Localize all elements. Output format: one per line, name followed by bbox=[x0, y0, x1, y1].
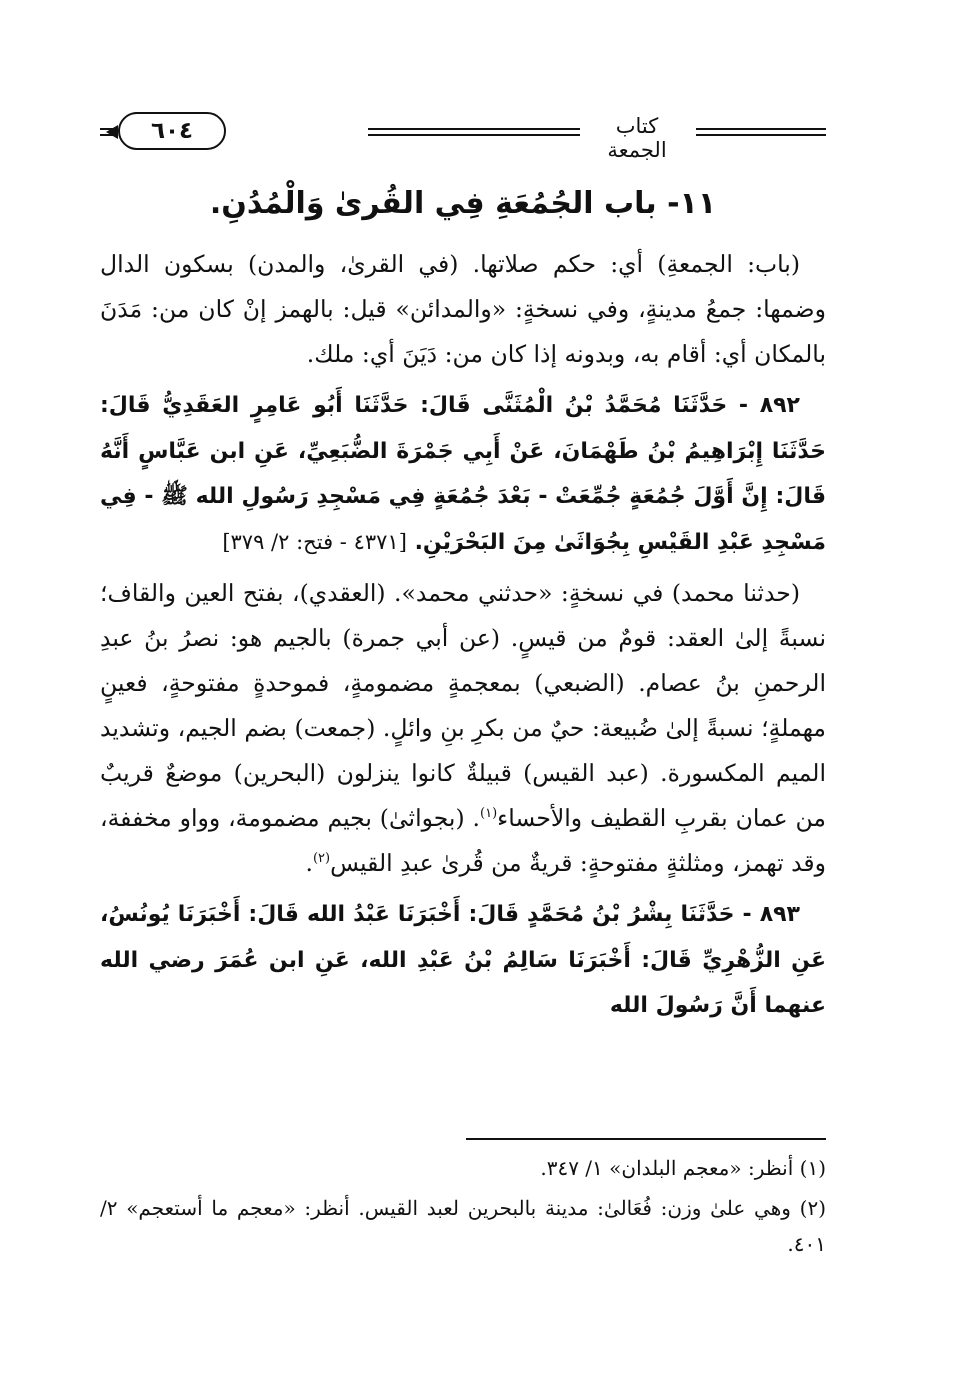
footnote: (١) أنظر: «معجم البلدان» ١/ ٣٤٧. bbox=[540, 1156, 826, 1180]
commentary-text: (حدثنا محمد) في نسخةٍ: «حدثني محمد». (العقدي)، بفتح العين والقاف؛ نسبةً إلىٰ العقد: قومٌ من قيسٍ. (عن أبي جمرة) بالجيم هو: نصرُ بنُ عبدِ الرحمنِ بنُ عصام. (الضبعي) بمعجمةٍ مضمومةٍ، فموحدةٍ مفتوحةٍ، فعينٍ مهملةٍ؛ نسبةً إلىٰ ضُبيعة: حيٌ من بكرِ بنِ وائلٍ. (جمعت) بضم الجيم، وتشديد الميم المكسورة. (عبد القيس) قبيلةٌ كانوا ينزلون (البحرين) موضعٌ قريبٌ من عمان بقربِ القطيف والأحساء bbox=[100, 579, 827, 832]
footnote: (٢) وهي علىٰ وزن: فُعَالىٰ: مدينة بالبحرين لعبد القيس. أنظر: «معجم ما أستعجم» ٢/ ٤٠١. bbox=[100, 1196, 826, 1256]
running-title: كتاب الجمعة bbox=[607, 114, 667, 162]
commentary-paragraph bbox=[100, 571, 826, 886]
header-rule-right bbox=[696, 128, 826, 136]
hadith-text: ٨٩٢ - حَدَّثَنَا مُحَمَّدُ بْنُ الْمُثَنَّى قَالَ: حَدَّثَنَا أَبُو عَامِرٍ العَقَدِيُّ قَالَ: حَدَّثَنَا إِبْرَاهِيمُ بْنُ طَهْمَانَ، عَنْ أَبِي جَمْرَةَ الضُّبَعِيِّ، عَنِ ابن عَبَّاسٍ أَنَّهُ قَالَ: إِنَّ أَوَّلَ جُمُعَةٍ جُمِّعَتْ - بَعْدَ جُمُعَةٍ فِي مَسْجِدِ رَسُولِ الله ﷺ - فِي مَسْجِدِ عَبْدِ القَيْسِ بِجُوَاثَىٰ مِنَ البَحْرَيْنِ. bbox=[100, 393, 826, 555]
footnote-marker[interactable]: (١) bbox=[480, 806, 498, 822]
hadith-paragraph bbox=[100, 892, 826, 1029]
running-header bbox=[100, 104, 826, 162]
footnote-marker[interactable]: (٢) bbox=[312, 851, 331, 867]
footnote-divider bbox=[466, 1138, 826, 1140]
page-number-badge: ٦٠٤ bbox=[118, 112, 226, 150]
chapter-title: ١١- باب الجُمُعَةِ فِي القُرىٰ وَالْمُدُنِ. bbox=[209, 186, 717, 221]
commentary-text: (باب: الجمعةِ) أي: حكم صلاتها. (في القرىٰ، والمدن) بسكون الدال وضمها: جمعُ مدينةٍ، وفي نسخةٍ: «والمدائن» قيل: بالهمز إنْ كان من: مَدَنَ بالمكان أي: أقام به، وبدونه إذا كان من: دَيَنَ أي: ملك. bbox=[100, 250, 826, 368]
commentary-paragraph bbox=[100, 242, 826, 377]
commentary-text: . (بجواثىٰ) بجيم مضمومة، وواو مخففة، وقد تهمز، ومثلثةٍ مفتوحةٍ: قريةٌ من قُرىٰ عبدِ القيس bbox=[100, 804, 826, 877]
header-rule-middle bbox=[368, 128, 580, 136]
book-page bbox=[100, 0, 826, 1385]
main-text bbox=[100, 242, 826, 1029]
header-rule-left bbox=[100, 128, 114, 136]
commentary-text: . bbox=[305, 849, 313, 877]
hadith-reference: [٤٣٧١ - فتح: ٢/ ٣٧٩] bbox=[222, 529, 407, 554]
hadith-text: ٨٩٣ - حَدَّثَنَا بِشْرُ بْنُ مُحَمَّدٍ قَالَ: أَخْبَرَنَا عَبْدُ الله قَالَ: أَخْبَرَنَا يُونُسُ، عَنِ الزُّهْرِيِّ قَالَ: أَخْبَرَنَا سَالِمُ بْنُ عَبْدِ الله، عَنِ ابن عُمَرَ رضي الله عنهما أَنَّ رَسُولَ الله bbox=[100, 902, 826, 1018]
hadith-paragraph bbox=[100, 383, 826, 565]
footnotes bbox=[100, 1150, 826, 1266]
